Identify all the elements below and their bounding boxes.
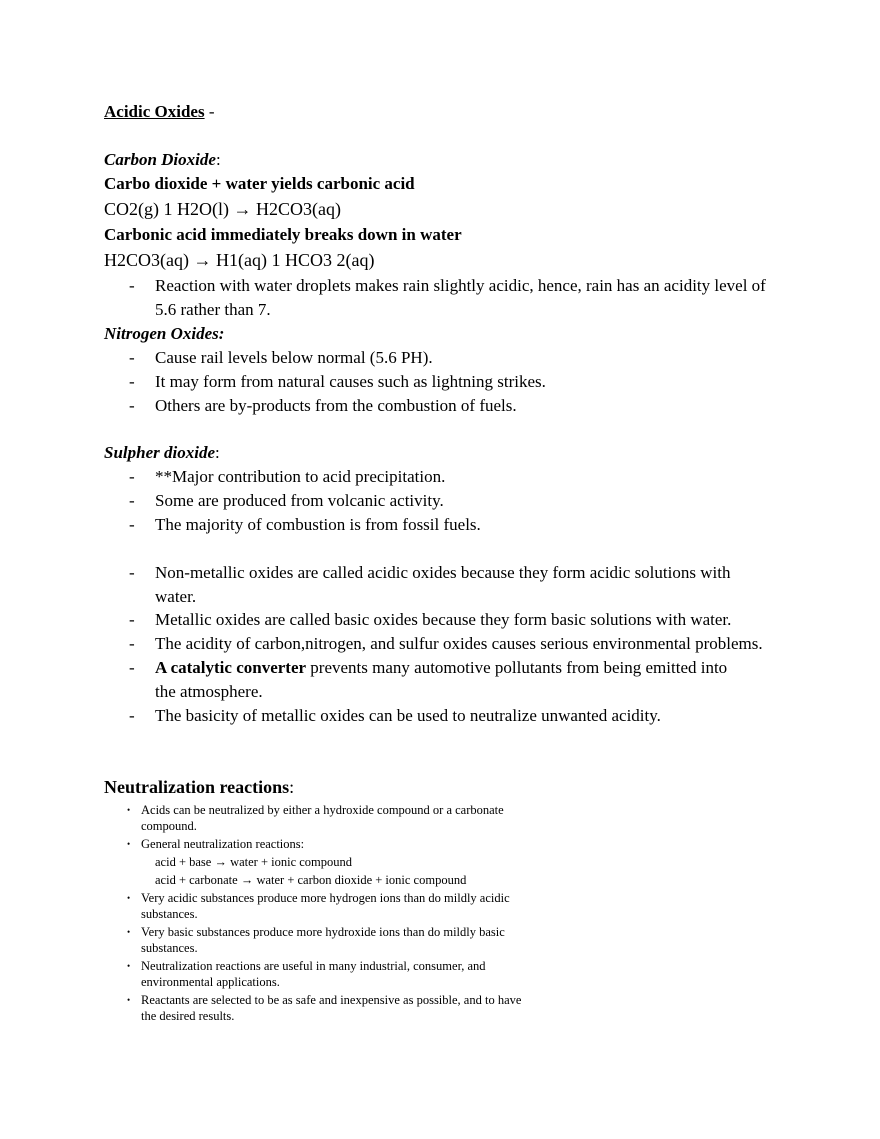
carbon-colon: : [215, 150, 221, 169]
sulpher-item-3: The majority of combustion is from fossil fuels. [155, 515, 481, 534]
carbon-line-2: Carbonic acid immediately breaks down in water [104, 225, 462, 244]
sulpher-colon: : [215, 443, 220, 462]
list-dash: - [129, 372, 135, 391]
list-dash: - [129, 396, 135, 415]
carbon-bullet-line-1: Reaction with water droplets makes rain slightly acidic, hence, rain has an acidity level of [155, 276, 766, 295]
neutral-bullet-5-line-2: environmental applications. [141, 975, 280, 989]
sulpher-dioxide-heading [104, 441, 220, 465]
nitrogen-oxides-heading: Nitrogen Oxides: [104, 324, 225, 343]
list-dash: - [129, 276, 135, 295]
general-item-1-line-2: water. [155, 587, 197, 606]
carbon-title: Carbon Dioxide [104, 150, 216, 169]
general-item-4-line-2: the atmosphere. [155, 682, 263, 701]
bullet-dot: • [127, 961, 131, 971]
neutral-bullet-4-line-2: substances. [141, 941, 198, 955]
sulpher-item-1: **Major contribution to acid precipitation. [155, 467, 446, 486]
list-dash: - [129, 491, 135, 510]
neutral-bullet-4-line-1: Very basic substances produce more hydroxide ions than do mildly basic [141, 925, 505, 939]
general-item-1-line-1: Non-metallic oxides are called acidic oxides because they form acidic solutions with [155, 563, 731, 582]
list-dash: - [129, 706, 135, 725]
bullet-dot: • [127, 927, 131, 937]
neutral-bullet-2: General neutralization reactions: [141, 837, 305, 851]
heading-title: Acidic Oxides [104, 102, 205, 121]
general-item-5: The basicity of metallic oxides can be used to neutralize unwanted acidity. [155, 706, 661, 725]
neutral-bullet-3-line-2: substances. [141, 907, 198, 921]
neutral-bullet-6-line-1: Reactants are selected to be as safe and inexpensive as possible, and to have [141, 993, 522, 1007]
nitrogen-item-2: It may form from natural causes such as lightning strikes. [155, 372, 546, 391]
neutral-bullet-6-line-2: the desired results. [141, 1009, 235, 1023]
bullet-dot: • [127, 805, 131, 815]
neutralization-heading [104, 775, 294, 799]
carbon-line-1: Carbo dioxide + water yields carbonic acid [104, 174, 415, 193]
sulpher-item-2: Some are produced from volcanic activity. [155, 491, 444, 510]
list-dash: - [129, 658, 135, 677]
list-dash: - [129, 467, 135, 486]
bullet-dot: • [127, 995, 131, 1005]
neutralization-colon: : [289, 777, 295, 797]
carbon-equation-2: H2CO3(aq) → H1(aq) 1 HCO3 2(aq) [104, 250, 375, 270]
bullet-dot: • [127, 893, 131, 903]
nitrogen-item-3: Others are by-products from the combustion of fuels. [155, 396, 517, 415]
carbon-dioxide-heading [104, 148, 221, 172]
bullet-dot: • [127, 839, 131, 849]
general-item-4-rest: prevents many automotive pollutants from being emitted into [306, 658, 728, 677]
neutralization-title: Neutralization reactions [104, 777, 290, 797]
neutral-bullet-3-line-1: Very acidic substances produce more hydrogen ions than do mildly acidic [141, 891, 510, 905]
general-item-4 [155, 656, 727, 680]
heading-suffix: - [204, 102, 215, 121]
carbon-bullet-line-2: 5.6 rather than 7. [155, 300, 271, 319]
carbon-equation-1: CO2(g) 1 H2O(l) → H2CO3(aq) [104, 199, 341, 219]
catalytic-converter-term: A catalytic converter [155, 658, 307, 677]
neutral-equation-1: acid + base → water + ionic compound [155, 855, 353, 869]
neutral-equation-2: acid + carbonate → water + carbon dioxide + ionic compound [155, 873, 467, 887]
list-dash: - [129, 610, 135, 629]
list-dash: - [129, 348, 135, 367]
neutral-bullet-1-line-1: Acids can be neutralized by either a hydroxide compound or a carbonate [141, 803, 504, 817]
list-dash: - [129, 563, 135, 582]
sulpher-title: Sulpher dioxide [104, 443, 215, 462]
neutral-bullet-1-line-2: compound. [141, 819, 197, 833]
neutral-bullet-5-line-1: Neutralization reactions are useful in many industrial, consumer, and [141, 959, 486, 973]
general-item-3: The acidity of carbon,nitrogen, and sulfur oxides causes serious environmental problems. [155, 634, 763, 653]
acidic-oxides-heading [104, 100, 215, 124]
nitrogen-item-1: Cause rail levels below normal (5.6 PH). [155, 348, 433, 367]
general-item-2: Metallic oxides are called basic oxides because they form basic solutions with water. [155, 610, 732, 629]
list-dash: - [129, 634, 135, 653]
list-dash: - [129, 515, 135, 534]
